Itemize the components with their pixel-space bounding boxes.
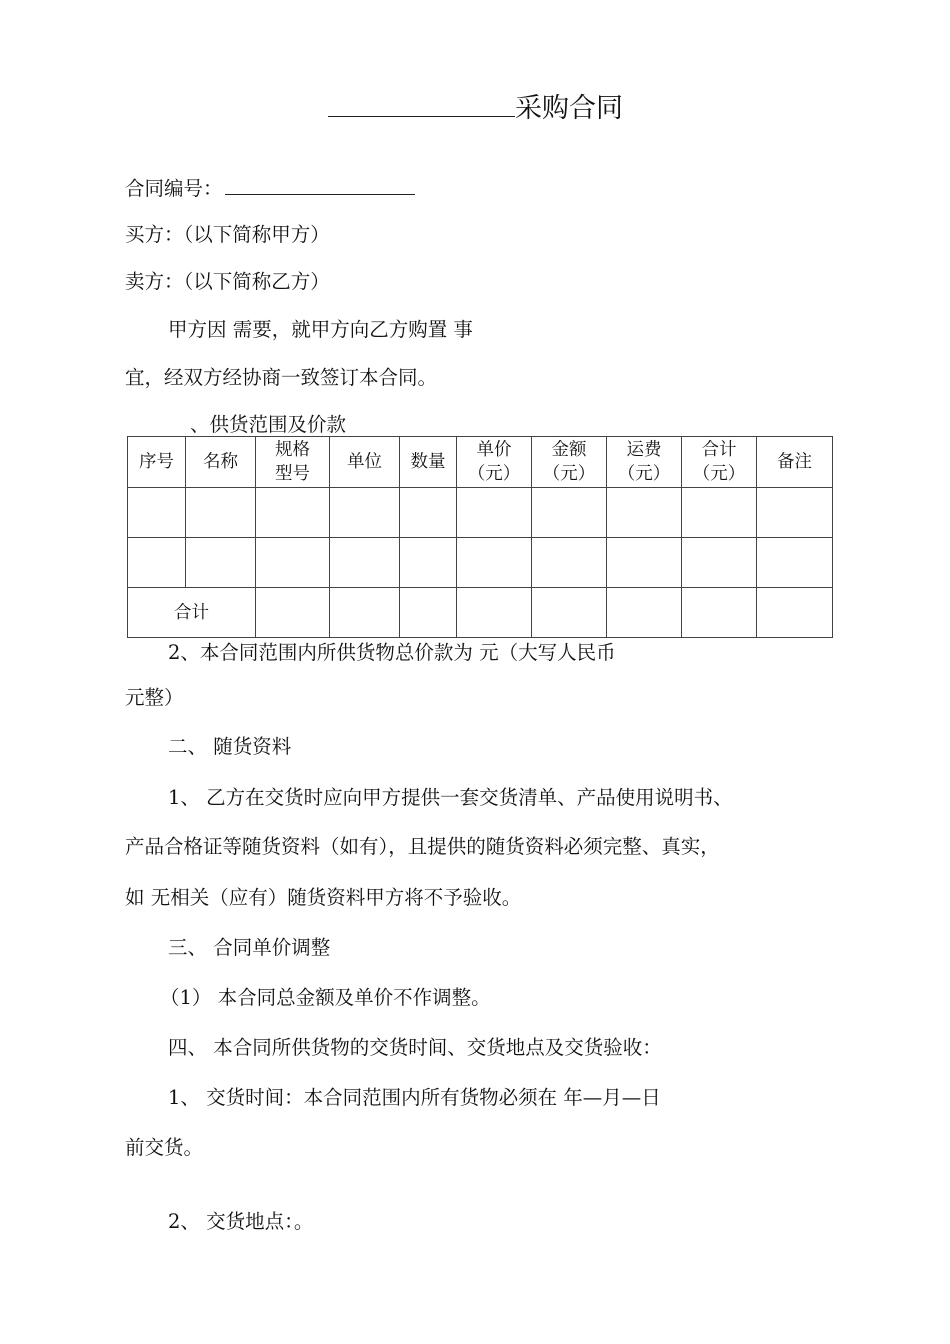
- contract-number-label: 合同编号：: [125, 177, 223, 200]
- buyer-line: 买方：（以下简称甲方）: [125, 223, 330, 246]
- section-2-paragraph-line-2: 产品合格证等随货资料（如有），且提供的随货资料必须完整、真实，: [125, 835, 720, 858]
- header-cell: 金额 （元）: [532, 437, 607, 488]
- contract-number: [125, 176, 415, 201]
- section-1-heading: 、供货范围及价款: [190, 413, 347, 436]
- section-3-paragraph: （1） 本合同总金额及单价不作调整。: [160, 986, 491, 1009]
- section-4-heading: 四、 本合同所供货物的交货时间、交货地点及交货验收：: [168, 1036, 662, 1059]
- table-row: [128, 538, 833, 588]
- header-cell: 合计 （元）: [682, 437, 757, 488]
- section-2-heading: 二、 随货资料: [168, 735, 292, 758]
- clause-total-price-line-1: 2、本合同范围内所供货物总价款为 元（大写人民币: [168, 641, 616, 664]
- title-blank-line: [328, 86, 515, 117]
- section-4-delivery-place: 2、 交货地点：。: [168, 1210, 314, 1233]
- header-cell: 单位: [330, 437, 400, 488]
- section-3-heading: 三、 合同单价调整: [168, 936, 331, 959]
- header-cell: 序号: [128, 437, 186, 488]
- section-2-paragraph-line-1: 1、 乙方在交货时应向甲方提供一套交货清单、产品使用说明书、: [168, 786, 733, 809]
- table-header-row: [128, 437, 833, 488]
- section-2-paragraph-line-3: 如 无相关（应有）随货资料甲方将不予验收。: [125, 886, 522, 909]
- section-4-delivery-time-line-1: 1、 交货时间：本合同范围内所有货物必须在 年—月—日: [168, 1086, 661, 1109]
- header-cell: 名称: [186, 437, 256, 488]
- table-total-row: [128, 588, 833, 638]
- title-text: 采购合同: [515, 93, 623, 124]
- clause-total-price-line-2: 元整）: [125, 686, 184, 709]
- header-cell: 数量: [400, 437, 457, 488]
- header-cell: 备注: [757, 437, 833, 488]
- goods-table: [127, 436, 833, 638]
- table-row: [128, 488, 833, 538]
- seller-line: 卖方：（以下简称乙方）: [125, 270, 330, 293]
- header-cell: 单价 （元）: [457, 437, 532, 488]
- section-4-delivery-time-line-2: 前交货。: [125, 1136, 204, 1159]
- header-cell: 规格 型号: [256, 437, 330, 488]
- page-title: [328, 86, 623, 129]
- contract-number-blank: [225, 176, 415, 195]
- total-label: 合计: [128, 588, 256, 638]
- header-cell: 运费 （元）: [607, 437, 682, 488]
- intro-line-1: 甲方因 需要，就甲方向乙方购置 事: [168, 318, 473, 341]
- intro-line-2: 宜，经双方经协商一致签订本合同。: [125, 366, 438, 389]
